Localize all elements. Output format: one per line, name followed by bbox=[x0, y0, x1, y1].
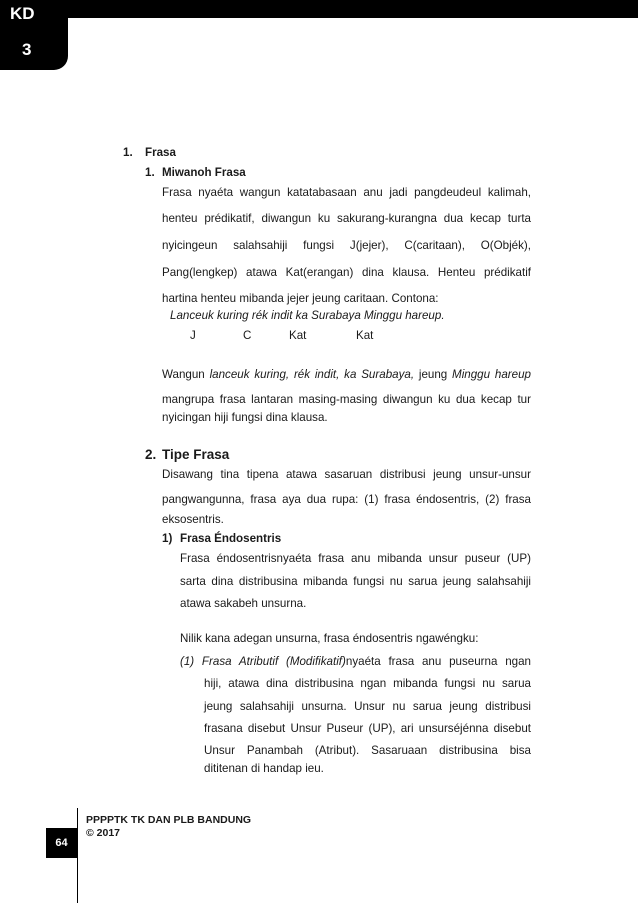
paragraph-line: Nilik kana adegan unsurna, frasa éndosentris ngawéngku: bbox=[180, 632, 479, 645]
list-item-line: Unsur Panambah (Atribut). Sasaruaan distribusina bisa bbox=[204, 744, 531, 757]
paragraph-line: atawa sakabeh unsurna. bbox=[180, 597, 307, 610]
function-label: Kat bbox=[356, 329, 374, 342]
list-item-line: jeung salahsahiji unsurna. Unsur nu sarua jeung distribusi bbox=[204, 700, 531, 713]
footer-org: PPPPTK TK DAN PLB BANDUNG bbox=[86, 814, 252, 826]
footer-rule bbox=[77, 808, 78, 903]
function-label: C bbox=[243, 329, 252, 342]
paragraph-line: Frasa éndosentrisnyaéta frasa anu mibanda unsur puseur (UP) bbox=[180, 552, 531, 565]
list-item-line: frasana disebut Unsur Puseur (UP), ari unsurséjénna disebut bbox=[204, 722, 531, 735]
kd-number: 3 bbox=[22, 40, 32, 59]
subsection-2-number: 2. bbox=[145, 447, 157, 462]
top-bar bbox=[0, 0, 638, 18]
paragraph-line: Frasa nyaéta wangun katatabasaan anu jadi pangdeudeul kalimah, bbox=[162, 186, 531, 199]
paragraph-line: sarta dina distribusina mibanda fungsi nu sarua jeung salahsahiji bbox=[180, 575, 531, 588]
paragraph-line: Pang(lengkep) atawa Kat(erangan) dina klausa. Henteu prédikatif bbox=[162, 266, 531, 279]
sub-item-number: 1) bbox=[162, 532, 173, 545]
section-number: 1. bbox=[123, 146, 133, 159]
list-item-line: hiji, atawa dina distribusina ngan mibanda fungsi nu sarua bbox=[204, 677, 531, 690]
sub-item-title: Frasa Éndosentris bbox=[180, 532, 282, 545]
kd-tab bbox=[0, 0, 68, 70]
paragraph-line: Wangun lanceuk kuring, rék indit, ka Surabaya, jeung Minggu hareup bbox=[162, 368, 531, 381]
subsection-1-title: Miwanoh Frasa bbox=[162, 166, 246, 179]
paragraph-line: henteu prédikatif, diwangun ku sakurang-kurangna dua kecap turta bbox=[162, 212, 531, 225]
subsection-2-title: Tipe Frasa bbox=[162, 447, 230, 462]
page-number: 64 bbox=[46, 828, 77, 858]
paragraph-line: pangwangunna, frasa aya dua rupa: (1) frasa éndosentris, (2) frasa bbox=[162, 493, 531, 506]
footer-copyright: © 2017 bbox=[86, 827, 121, 839]
paragraph-line: mangrupa frasa lantaran masing-masing diwangun ku dua kecap tur bbox=[162, 393, 531, 406]
section-title: Frasa bbox=[145, 146, 176, 159]
list-item-line: dititenan di handap ieu. bbox=[204, 762, 324, 775]
function-label: J bbox=[190, 329, 196, 342]
kd-label: KD bbox=[10, 4, 35, 23]
paragraph-line: nyicingan hiji fungsi dina klausa. bbox=[162, 411, 328, 424]
paragraph-line: hartina henteu mibanda jejer jeung caritaan. Contona: bbox=[162, 292, 439, 305]
list-item-1: (1) Frasa Atributif (Modifikatif)nyaéta frasa anu puseurna ngan bbox=[180, 655, 531, 668]
paragraph-line: eksosentris. bbox=[162, 513, 224, 526]
example-sentence: Lanceuk kuring rék indit ka Surabaya Minggu hareup. bbox=[170, 309, 445, 322]
function-label: Kat bbox=[289, 329, 307, 342]
paragraph-line: Disawang tina tipena atawa sasaruan distribusi jeung unsur-unsur bbox=[162, 468, 531, 481]
subsection-1-number: 1. bbox=[145, 166, 155, 179]
paragraph-line: nyicingeun salahsahiji fungsi J(jejer), C(caritaan), O(Objék), bbox=[162, 239, 531, 252]
